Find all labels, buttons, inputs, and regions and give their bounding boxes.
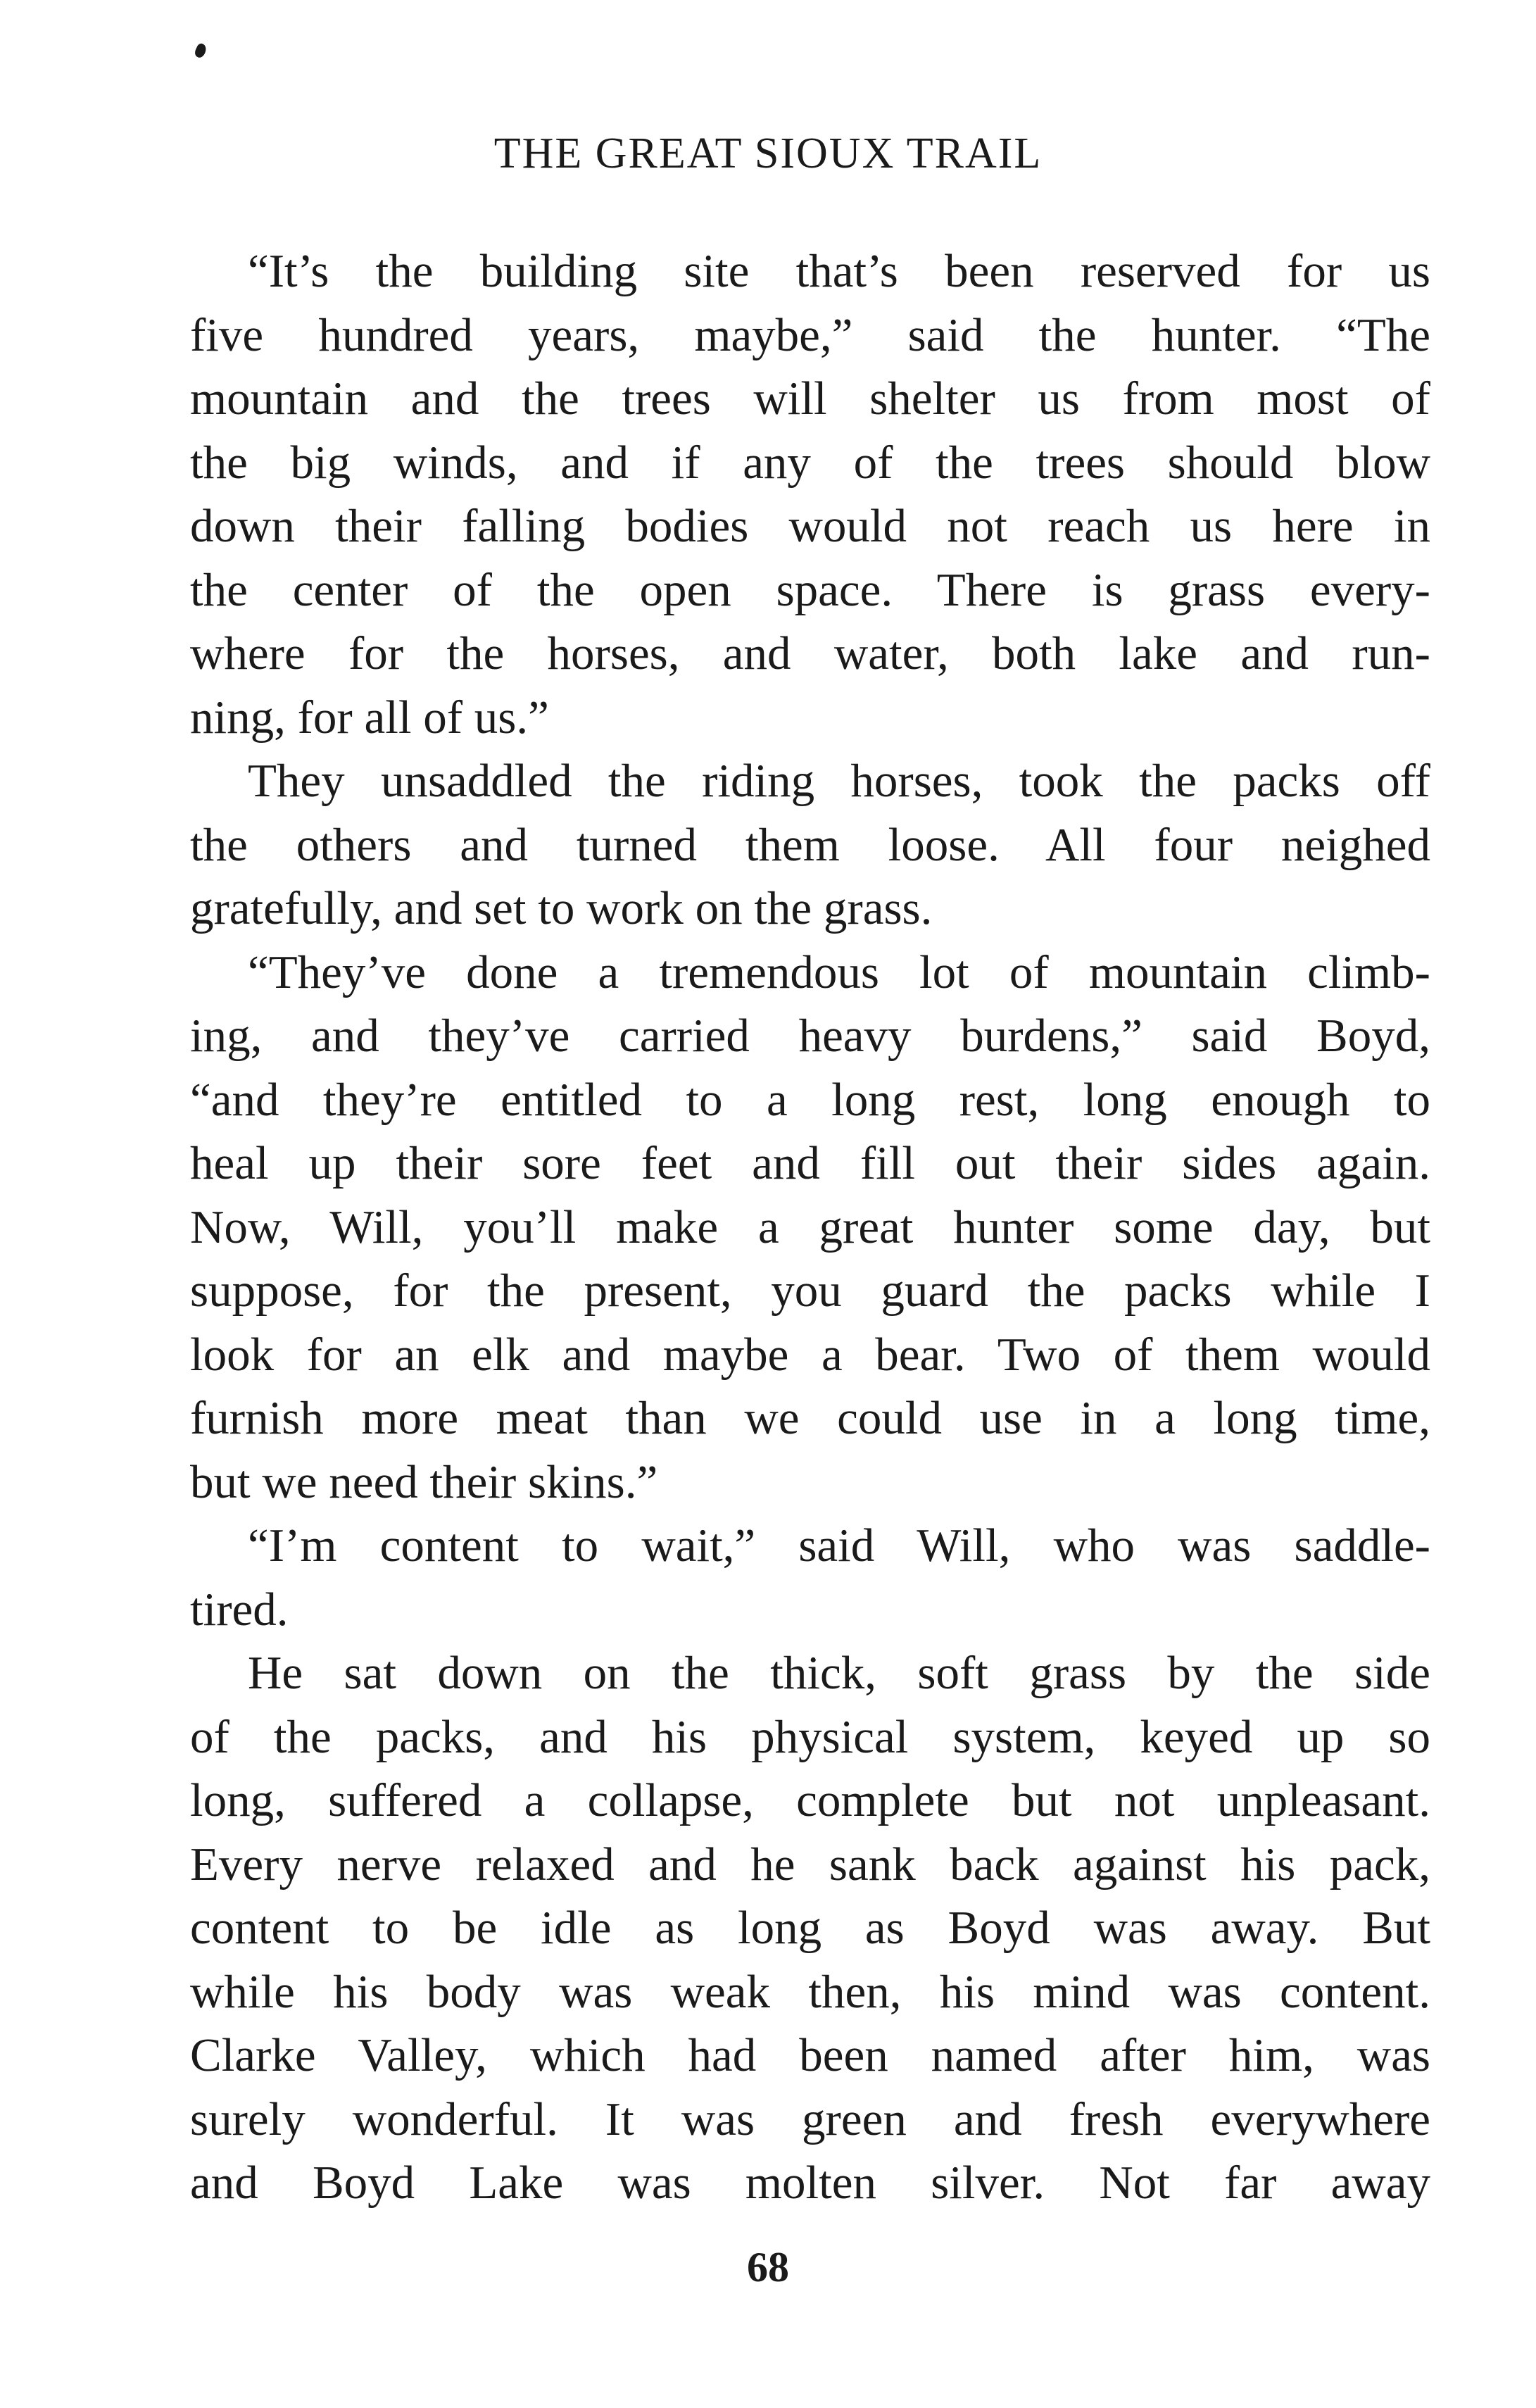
paragraph [190,1641,1430,2215]
text-line: Every nerve relaxed and he sank back against his pack, [190,1838,1430,1890]
text-line: surely wonderful. It was green and fresh everywhere [190,2093,1430,2145]
text-line: They unsaddled the riding horses, took the packs off [248,755,1430,807]
text-line: “and they’re entitled to a long rest, long enough to [190,1073,1430,1126]
text-line: and Boyd Lake was molten silver. Not far away [190,2157,1430,2209]
text-line: long, suffered a collapse, complete but not unpleasant. [190,1774,1430,1826]
text-line: “I’m content to wait,” said Will, who was saddle- [248,1519,1430,1572]
running-head: THE GREAT SIOUX TRAIL [493,130,1043,177]
paragraph [190,749,1430,941]
text-line: tired. [190,1583,289,1636]
text-line: ning, for all of us.” [190,691,549,744]
text-line: the others and turned them loose. All four neighed [190,818,1430,871]
text-line: suppose, for the present, you guard the packs while I [190,1265,1430,1317]
text-line: the big winds, and if any of the trees should blow [190,436,1430,489]
text-line: ing, and they’ve carried heavy burdens,” said Boyd, [190,1010,1430,1062]
paragraph [190,941,1430,1515]
text-line: down their falling bodies would not reach us here in [190,500,1430,552]
paragraph [190,1514,1430,1641]
page-number: 68 [747,2244,789,2290]
text-line: the center of the open space. There is grass every- [190,563,1430,616]
text-line: furnish more meat than we could use in a long time, [190,1392,1430,1444]
text-line: look for an elk and maybe a bear. Two of them would [190,1328,1430,1381]
text-line: gratefully, and set to work on the grass. [190,882,933,934]
text-line: Clarke Valley, which had been named after him, was [190,2029,1430,2081]
text-line: but we need their skins.” [190,1455,658,1508]
text-line: “They’ve done a tremendous lot of mountain climb- [248,946,1430,998]
text-line: mountain and the trees will shelter us from most of [190,372,1430,425]
text-line: Now, Will, you’ll make a great hunter some day, but [190,1200,1430,1253]
text-line: “It’s the building site that’s been reserved for us [248,245,1430,297]
body-text [190,239,1430,2215]
text-line: while his body was weak then, his mind was content. [190,1965,1430,2018]
text-line: heal up their sore feet and fill out their sides again. [190,1137,1430,1189]
text-line: content to be idle as long as Boyd was away. But [190,1902,1430,1954]
ink-speck [193,42,208,59]
paragraph [190,239,1430,749]
text-line: five hundred years, maybe,” said the hunter. “The [190,308,1430,361]
text-line: where for the horses, and water, both lake and run- [190,627,1430,679]
text-line: He sat down on the thick, soft grass by the side [248,1647,1430,1699]
text-line: of the packs, and his physical system, keyed up so [190,1710,1430,1763]
